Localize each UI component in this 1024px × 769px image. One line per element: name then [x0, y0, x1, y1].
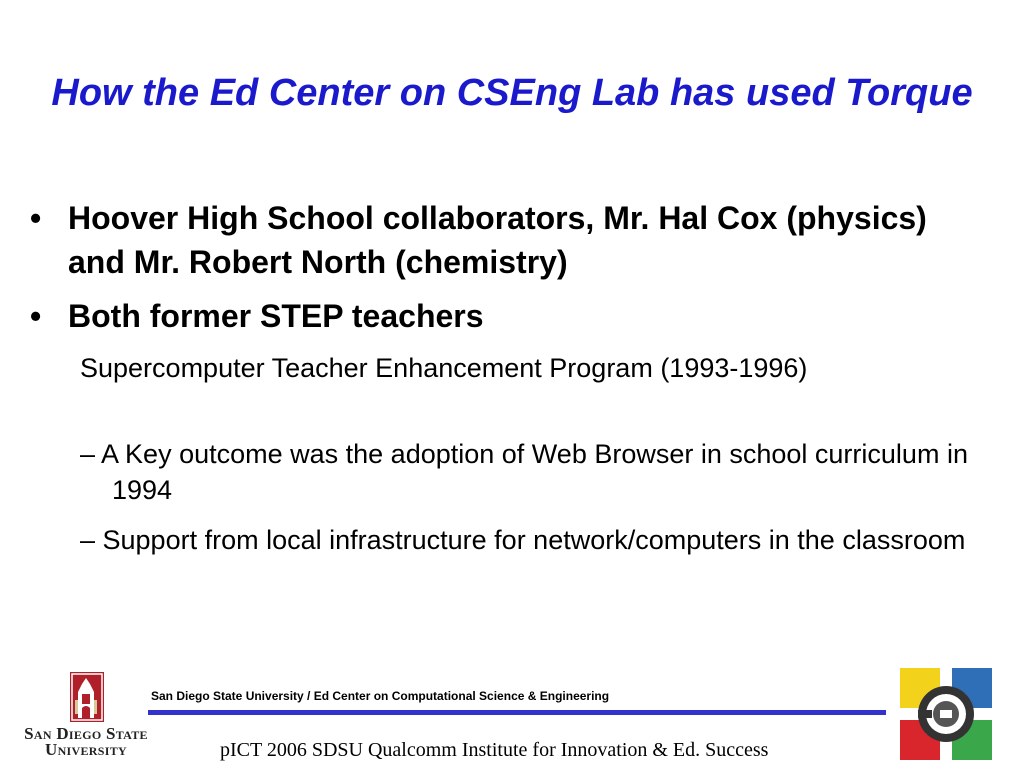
footer-event: pICT 2006 SDSU Qualcomm Institute for Innovation & Ed. Success [220, 739, 769, 761]
footer-affiliation: San Diego State University / Ed Center on Computational Science & Engineering [151, 689, 610, 703]
slide-title: How the Ed Center on CSEng Lab has used Torque [51, 72, 973, 114]
footer-divider [148, 710, 886, 715]
bullet-item [30, 196, 968, 284]
sdsu-tower-logo-icon [12, 668, 160, 726]
bullet-marker: • [30, 200, 42, 236]
ed-center-logo-icon [896, 664, 996, 764]
bullet-item [30, 294, 968, 338]
bullet-text: Hoover High School collaborators, Mr. Hal Cox (physics) and Mr. Robert North (chemistry) [68, 200, 927, 280]
sdsu-logo [12, 668, 160, 764]
bullet-marker: • [30, 298, 42, 334]
sub-item: Supercomputer Teacher Enhancement Program (1993-1996) [80, 353, 808, 383]
sdsu-wordmark [12, 726, 160, 758]
bullet-text: Both former STEP teachers [68, 298, 484, 334]
sub-item: – Support from local infrastructure for network/computers in the classroom [80, 525, 966, 555]
ed-center-logo [896, 664, 996, 764]
sdsu-wordmark-line1: San Diego State [24, 724, 148, 743]
sub-item: – A Key outcome was the adoption of Web Browser in school curriculum in 1994 [80, 439, 968, 505]
sdsu-wordmark-line2: University [45, 740, 127, 759]
